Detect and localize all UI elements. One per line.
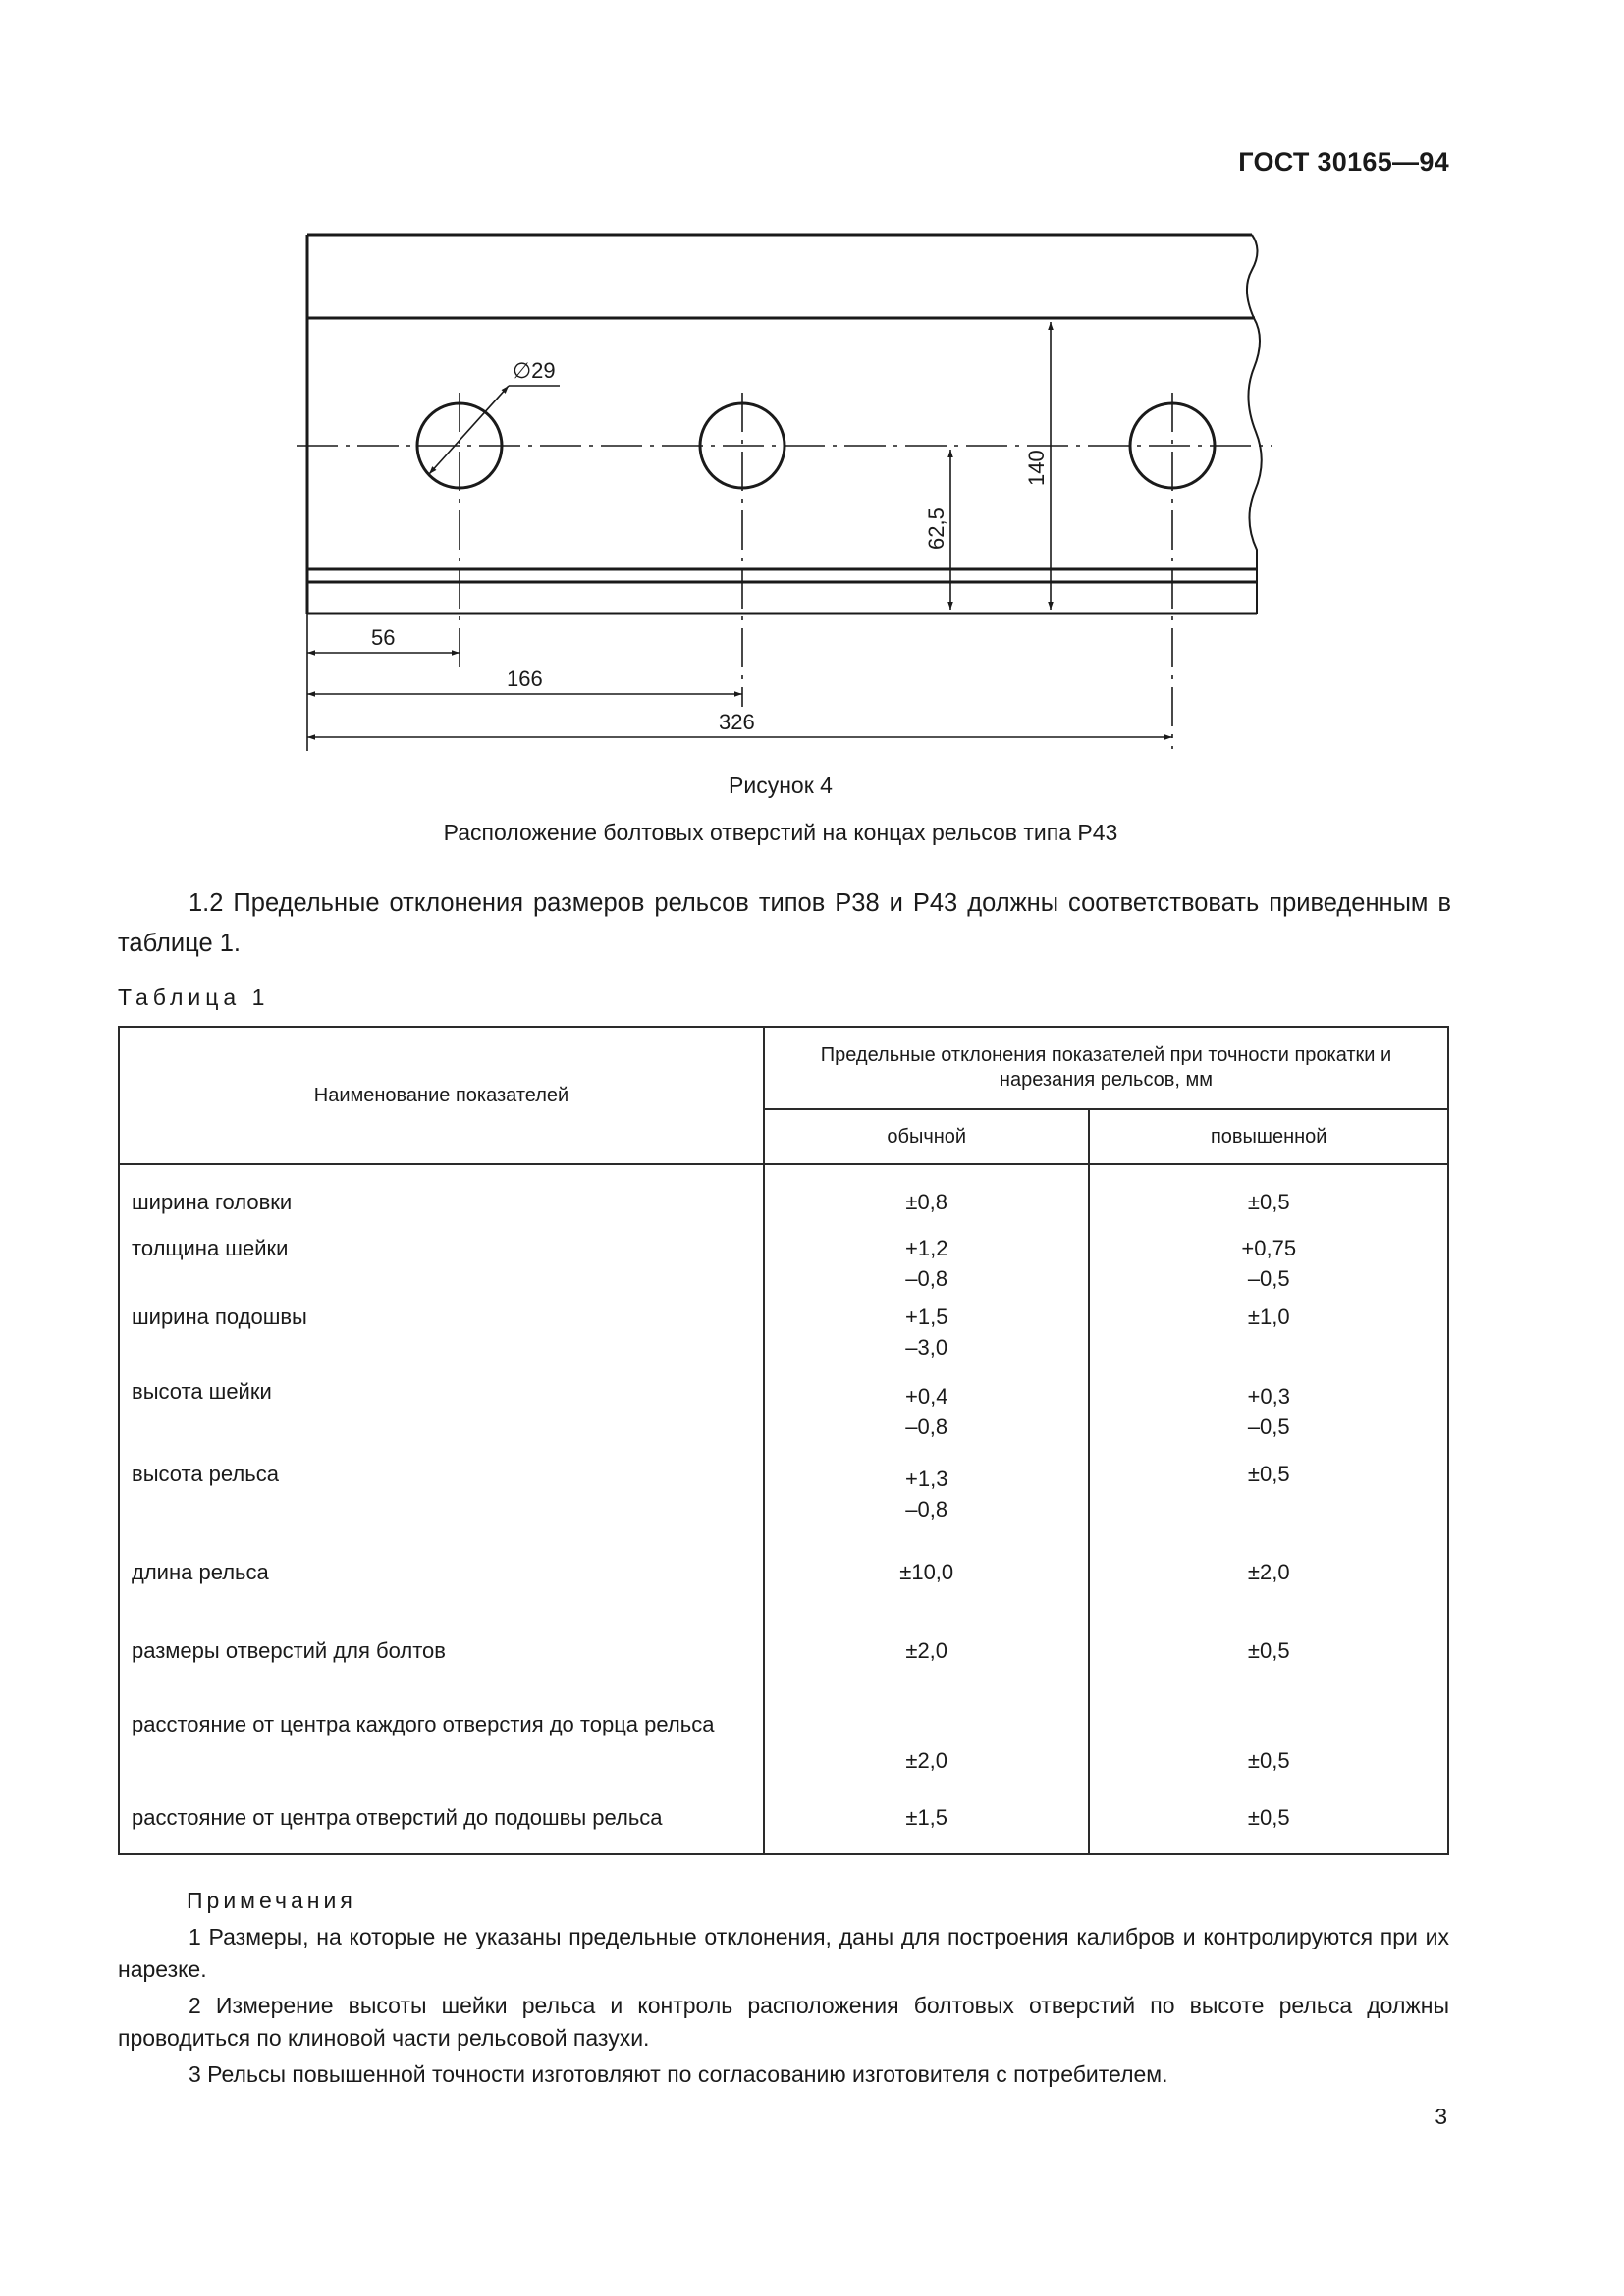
row-name: высота рельса [119,1458,764,1556]
row-name: размеры отверстий для болтов [119,1634,764,1708]
row-name: расстояние от центра каждого отверстия до торца рельса [119,1708,764,1801]
row-name: ширина головки [119,1169,764,1232]
header-high: повышенной [1089,1109,1448,1164]
header-normal: обычной [764,1109,1090,1164]
value-normal: –0,8 [905,1266,948,1291]
table-row [119,1708,1448,1801]
figure-caption: Расположение болтовых отверстий на концах рельсов типа Р43 [443,820,1118,845]
table-row [119,1169,1448,1232]
value-high: ±0,5 [1247,1190,1290,1214]
dim-326: 326 [719,710,755,734]
value-normal: ±2,0 [905,1638,948,1663]
page-number: 3 [1435,2104,1447,2129]
value-high: ±2,0 [1247,1560,1290,1584]
row-name: ширина подошвы [119,1301,764,1375]
value-normal: ±1,5 [905,1805,948,1830]
table-row [119,1801,1448,1854]
value-high: ±0,5 [1247,1638,1290,1663]
value-high: +0,75 [1241,1236,1297,1260]
value-high: ±0,5 [1247,1805,1290,1830]
dim-166: 166 [507,667,543,691]
table-row [119,1556,1448,1634]
rail-outline [307,235,1257,614]
value-normal: ±2,0 [905,1748,948,1773]
table-label: Таблица 1 [118,985,270,1010]
rail-end-drawing [285,221,1286,756]
row-name: высота шейки [119,1375,764,1458]
table-row [119,1458,1448,1556]
note-2: 2 Измерение высоты шейки рельса и контроль расположения болтовых отверстий по высоте рельса должны проводиться по клиновой части рельсовой пазухи. [118,1993,1449,2051]
value-high: –0,5 [1247,1266,1290,1291]
row-name: длина рельса [119,1556,764,1634]
notes-title: Примечания [187,1888,356,1913]
diameter-label: ∅29 [513,358,556,383]
header-name: Наименование показателей [119,1027,764,1164]
value-normal: –0,8 [905,1415,948,1439]
value-high: ±0,5 [1247,1462,1290,1486]
value-high: +0,3 [1247,1384,1290,1409]
note-3: 3 Рельсы повышенной точности изготовляют по согласованию изготовителя с потребителем. [189,2061,1168,2087]
table-row [119,1375,1448,1458]
row-name: толщина шейки [119,1232,764,1301]
paragraph-1-2: 1.2 Предельные отклонения размеров рельсов типов Р38 и Р43 должны соответствовать приведенным в таблице 1. [118,889,1451,957]
note-1: 1 Размеры, на которые не указаны предельные отклонения, даны для построения калибров и контролируются при их нарезке. [118,1924,1449,1982]
value-normal: +1,3 [905,1467,948,1491]
table-row [119,1301,1448,1375]
tolerance-table [118,1026,1449,1855]
row-name: расстояние от центра отверстий до подошвы рельса [119,1801,764,1854]
header-group: Предельные отклонения показателей при точности прокатки и нарезания рельсов, мм [764,1027,1448,1109]
figure-number: Рисунок 4 [729,773,833,798]
table-row [119,1232,1448,1301]
value-normal: +1,2 [905,1236,948,1260]
document-code: ГОСТ 30165—94 [1238,147,1449,177]
value-high: ±0,5 [1247,1748,1290,1773]
value-normal: +0,4 [905,1384,948,1409]
break-line [1247,235,1262,614]
diameter-leader [429,386,509,474]
value-high: ±1,0 [1247,1305,1290,1329]
value-normal: +1,5 [905,1305,948,1329]
value-normal: ±10,0 [899,1560,954,1584]
value-normal: –0,8 [905,1497,948,1522]
value-high: –0,5 [1247,1415,1290,1439]
value-normal: –3,0 [905,1335,948,1360]
value-normal: ±0,8 [905,1190,948,1214]
table-row [119,1634,1448,1708]
dim-140: 140 [1024,450,1049,486]
dim-62-5: 62,5 [924,507,948,550]
dim-56: 56 [371,625,396,650]
